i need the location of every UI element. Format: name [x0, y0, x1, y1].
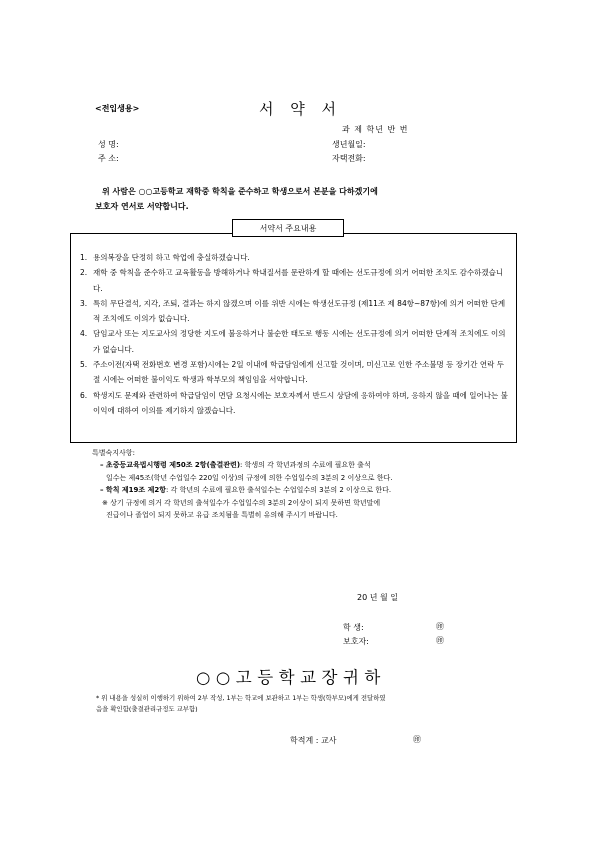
rule-text: 재학 중 학칙을 준수하고 교육활동을 방해하거나 학내질서를 문란하게 할 때에는 선도규정에 의거 어떠한 조치도 감수하겠습니다. [93, 268, 504, 293]
student-signature-label: 학 생: [343, 623, 364, 632]
student-stamp-mark: ㊞ [436, 622, 444, 631]
special-notes [92, 447, 512, 521]
rule-number: 1. [80, 253, 88, 262]
rule-item [80, 265, 510, 296]
rule-item [80, 326, 510, 357]
rule-text: 담임교사 또는 지도교사의 정당한 지도에 불응하거나 불순한 태도로 행동 시에는 선도규정에 의거 어떠한 단계적 조치에도 이의가 없습니다. [93, 329, 506, 354]
note-item-1-text: : 학생의 각 학년과정의 수료에 필요한 출석 [240, 461, 371, 470]
rule-number: 5. [80, 360, 88, 370]
footnote-line-1: * 위 내용을 성실히 이행하기 위하여 2부 작성, 1부는 학교에 보관하고 1부는 학생(학부모)에게 전달하였 [96, 694, 386, 702]
notes-heading: 특별숙지사항: [92, 449, 135, 457]
addressee-title: ○○고등학교장귀하 [196, 668, 386, 687]
birth-label: 생년월일: [332, 140, 366, 149]
rule-number: 3. [80, 298, 88, 308]
phone-label: 자택전화: [332, 154, 366, 163]
page-title: 서 약 서 [259, 100, 343, 118]
guardian-signature-label: 보호자: [343, 637, 369, 646]
rule-number: 4. [80, 329, 88, 339]
footnote-line-2: 음을 확인함(출결관리규정도 교부함) [96, 704, 198, 713]
note-item-3-continued: 진급이나 졸업이 되지 못하고 유급 조치됨을 특별히 유의해 주시기 바랍니다. [106, 511, 338, 520]
rule-item [80, 357, 510, 388]
note-item-1-title: – 초중등교육법시행령 제50조 2항(출결관련) [100, 461, 241, 470]
rule-text: 특히 무단결석, 지각, 조퇴, 결과는 하지 않겠으며 이를 위반 시에는 학생선도규정 (제11조 제 84항~87항)에 의거 어떠한 단계적 조치에도 이의가 없습니다. [93, 298, 506, 324]
note-item-2-title: – 학칙 제19조 제2항 [100, 486, 166, 495]
note-item-3: ※ 상기 규정에 의거 각 학년의 출석일수가 수업일수의 3분의 2이상이 되지 못하면 학년말에 [102, 498, 381, 507]
note-item-2 [92, 484, 512, 496]
footnote [96, 693, 516, 714]
rule-text: 용의복장을 단정히 하고 학업에 충실하겠습니다. [93, 253, 250, 262]
date-line: 20 년 월 일 [357, 593, 398, 602]
clerk-stamp-mark: ㊞ [413, 735, 421, 744]
rule-item [80, 250, 510, 265]
note-item-1 [92, 459, 512, 471]
rule-item [80, 296, 510, 327]
class-line: 과 제 학년 반 번 [342, 125, 409, 134]
rule-text: 주소이전(자택 전화번호 변경 포함)시에는 2일 이내에 학급담임에게 신고할 것이며, 미신고로 인한 주소불명 등 장기간 연락 두절 시에는 어떠한 불이익도 학생과 학부모의 책임임을 서약합니다. [93, 360, 505, 385]
rules-box-title: 서약서 주요내용 [232, 219, 344, 237]
pledge-line-2: 보호자 연서로 서약합니다. [95, 202, 189, 211]
document-tag: <전입생용> [95, 104, 140, 113]
rules-list [80, 250, 510, 418]
rule-text: 학생지도 문제와 관련하여 학급담임이 면담 요청시에는 보호자께서 반드시 상담에 응하여야 하며, 응하지 않을 때에 일어나는 불이익에 대하여 이의를 제기하지 않겠습니다. [93, 390, 508, 415]
note-item-2-text: : 각 학년의 수료에 필요한 출석일수는 수업일수의 3분의 2 이상으로 한다. [166, 486, 392, 495]
rule-number: 6. [80, 390, 88, 400]
pledge-line-1: 위 사람은 ○○고등학교 재학중 학칙을 준수하고 학생으로서 본분을 다하겠기에 [102, 187, 378, 196]
note-item-1-continued: 일수는 제45조(학년 수업일수 220일 이상)의 규정에 의한 수업일수의 3분의 2 이상으로 한다. [106, 473, 393, 482]
guardian-stamp-mark: ㊞ [436, 636, 444, 645]
rule-item [80, 388, 510, 419]
address-label: 주 소: [98, 154, 119, 163]
rule-number: 2. [80, 268, 88, 278]
clerk-label: 학적계 : 교사 [290, 736, 337, 745]
name-label: 성 명: [98, 140, 119, 149]
